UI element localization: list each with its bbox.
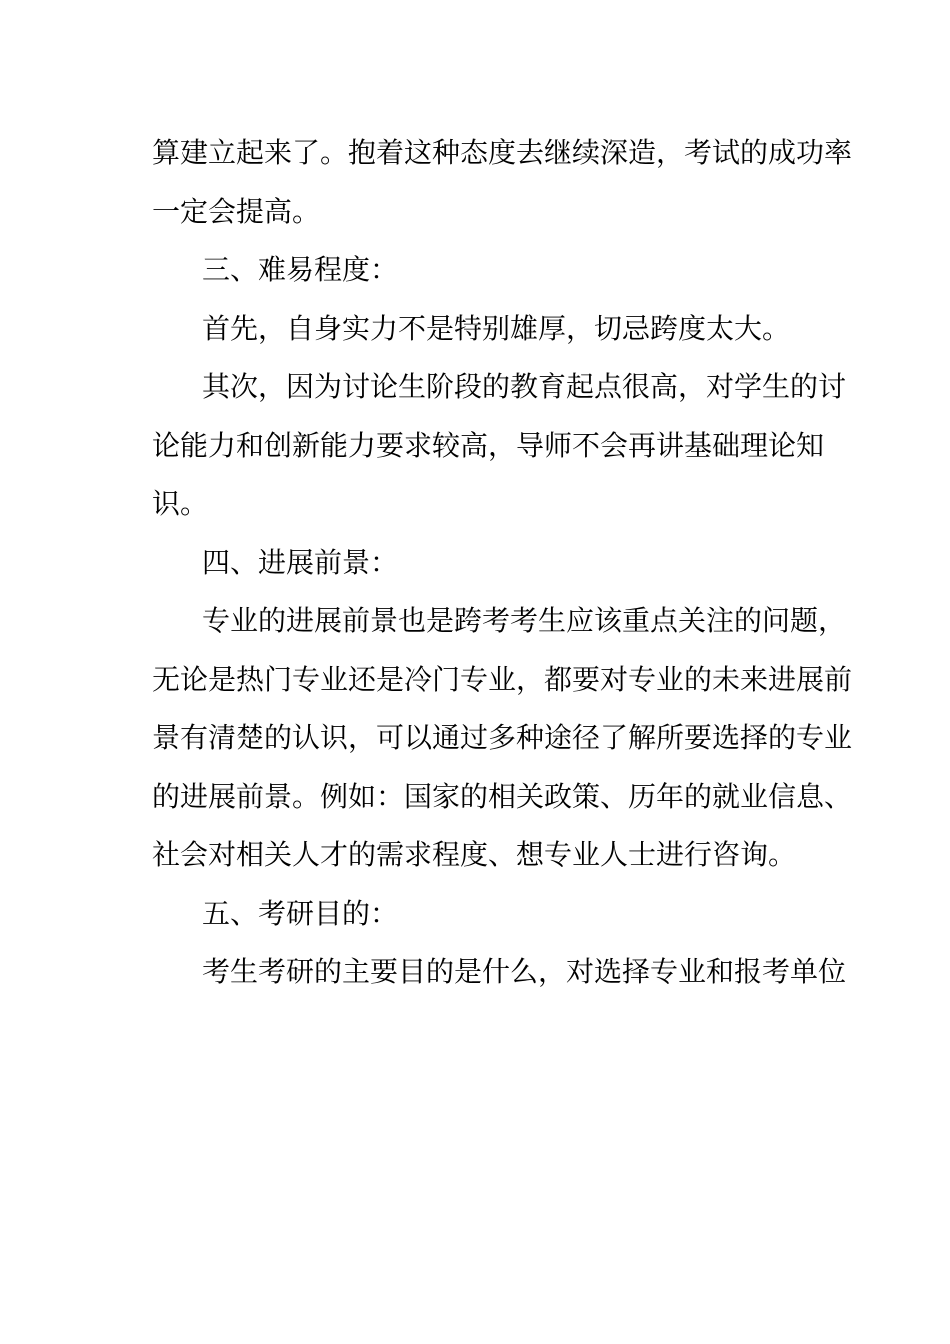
paragraph-line: 一定会提高。 — [152, 194, 321, 228]
paragraph-line: 社会对相关人才的需求程度、想专业人士进行咨询。 — [152, 838, 797, 871]
paragraph-line: 论能力和创新能力要求较高，导师不会再讲基础理论知 — [152, 428, 825, 462]
paragraph-line: 无论是热门专业还是冷门专业，都要对专业的未来进展前 — [152, 662, 853, 696]
paragraph-line: 算建立起来了。抱着这种态度去继续深造，考试的成功率 — [152, 136, 853, 169]
paragraph-line: 的进展前景。例如：国家的相关政策、历年的就业信息、 — [152, 779, 853, 813]
paragraph-line: 专业的进展前景也是跨考考生应该重点关注的问题， — [202, 604, 847, 637]
paragraph-line: 其次，因为讨论生阶段的教育起点很高，对学生的讨 — [202, 370, 847, 403]
section-heading: 四、进展前景： — [202, 545, 399, 579]
document-body — [152, 124, 853, 1002]
paragraph-line: 首先，自身实力不是特别雄厚，切忌跨度太大。 — [202, 311, 791, 345]
section-heading: 五、考研目的： — [202, 896, 399, 930]
paragraph-line: 考生考研的主要目的是什么，对选择专业和报考单位 — [202, 955, 847, 988]
section-heading: 三、难易程度： — [202, 253, 399, 286]
paragraph-line: 识。 — [152, 487, 209, 520]
paragraph-line: 景有清楚的认识，可以通过多种途径了解所要选择的专业 — [152, 721, 853, 754]
